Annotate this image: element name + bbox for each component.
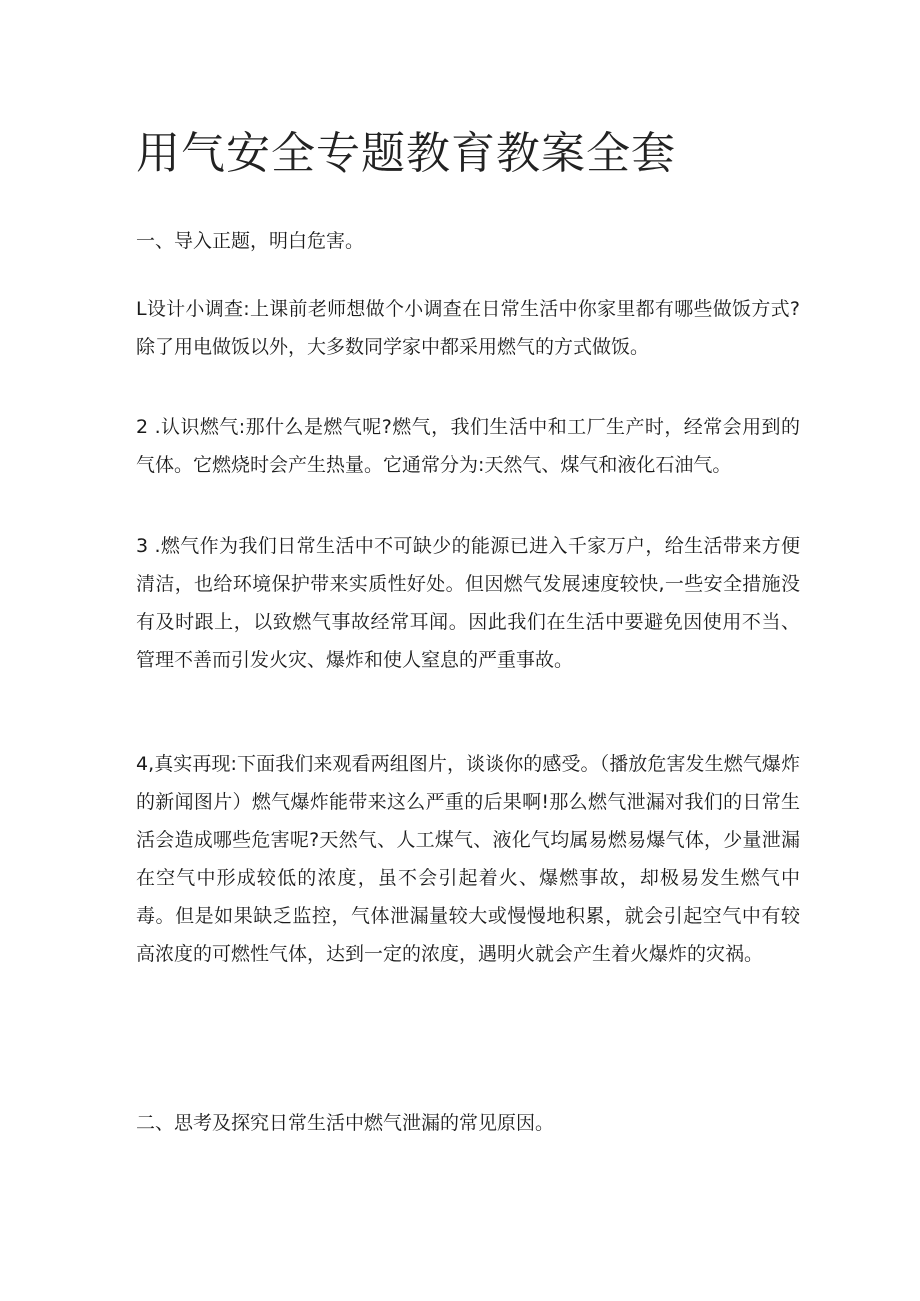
section-heading-1: 一、导入正题，明白危害。 xyxy=(136,230,365,252)
section-heading-2: 二、思考及探究日常生活中燃气泄漏的常见原因。 xyxy=(136,1112,555,1134)
paragraph-gas-definition: 2 .认识燃气:那什么是燃气呢?燃气，我们生活中和工厂生产时，经常会用到的气体。它燃烧时会产生热量。它通常分为:天然气、煤气和液化石油气。 xyxy=(136,416,800,476)
paragraph-gas-importance: 3 .燃气作为我们日常生活中不可缺少的能源已进入千家万户，给生活带来方便清洁，也给环境保护带来实质性好处。但因燃气发展速度较快,一些安全措施没有及时跟上，以致燃气事故经常耳闻。因此我们在生活中要避免因使用不当、管理不善而引发火灾、爆炸和使人窒息的严重事故。 xyxy=(136,535,800,671)
document-title: 用气安全专题教育教案全套 xyxy=(136,128,676,179)
paragraph-survey: L设计小调查:上课前老师想做个小调查在日常生活中你家里都有哪些做饭方式?除了用电做饭以外，大多数同学家中都采用燃气的方式做饭。 xyxy=(136,298,800,358)
paragraph-real-cases: 4,真实再现:下面我们来观看两组图片，谈谈你的感受。（播放危害发生燃气爆炸的新闻图片）燃气爆炸能带来这么严重的后果啊!那么燃气泄漏对我们的日常生活会造成哪些危害呢?天然气、人工煤气、液化气均属易燃易爆气体，少量泄漏在空气中形成较低的浓度，虽不会引起着火、爆燃事故，却极易发生燃气中毒。但是如果缺乏监控，气体泄漏量较大或慢慢地积累，就会引起空气中有较高浓度的可燃性气体，达到一定的浓度，遇明火就会产生着火爆炸的灾祸。 xyxy=(136,753,800,965)
